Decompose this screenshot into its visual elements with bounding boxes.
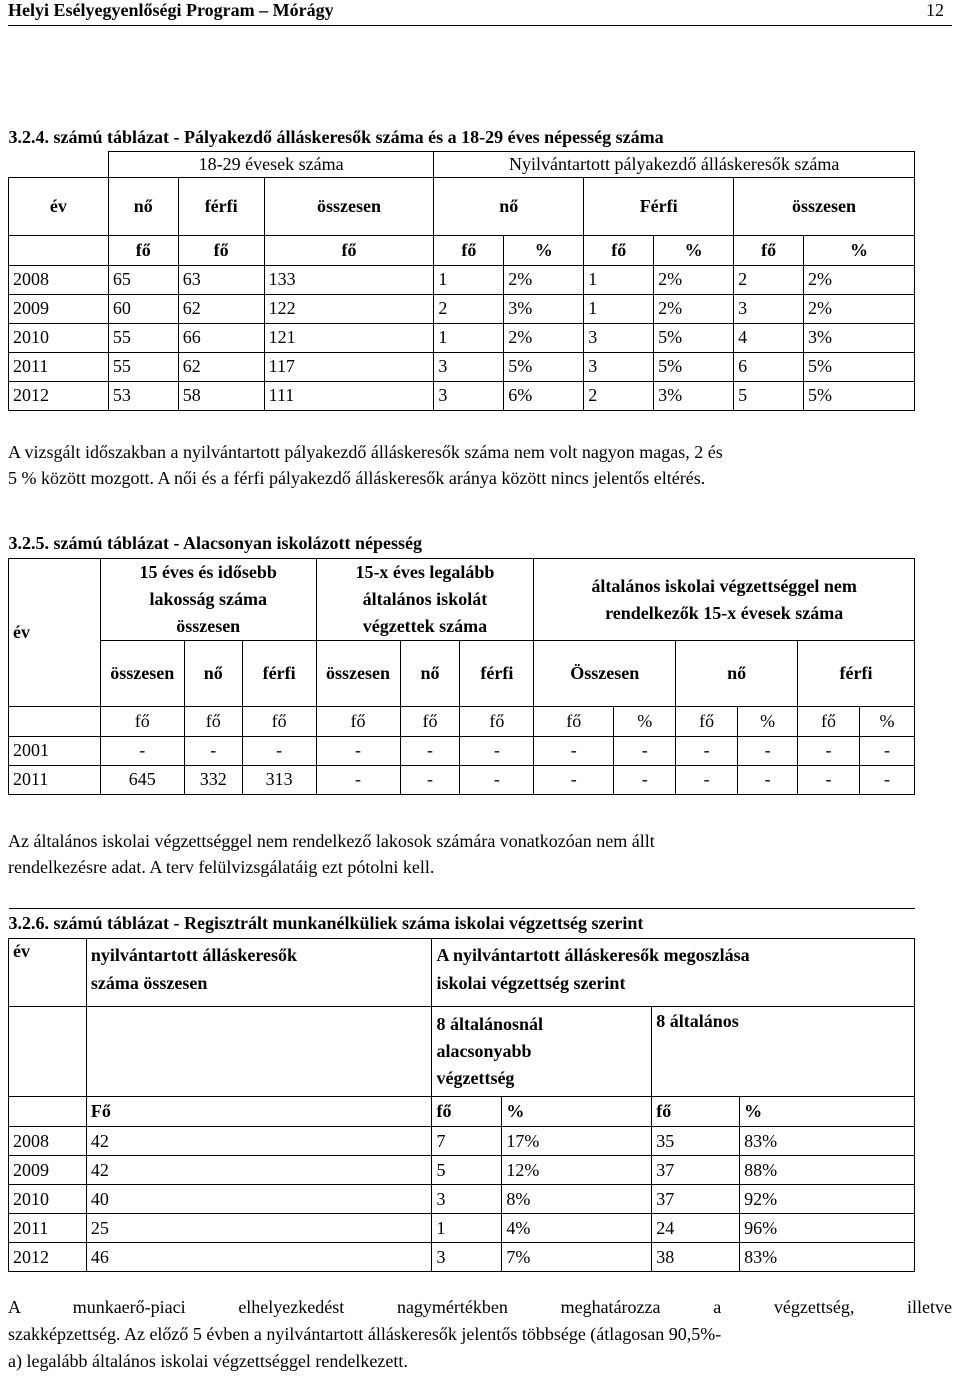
value-cell: 37	[652, 1156, 740, 1185]
value-cell: 1	[584, 265, 654, 294]
value-cell: -	[534, 736, 614, 765]
value-cell: -	[859, 736, 914, 765]
value-cell: 645	[100, 765, 184, 794]
value-cell: 5%	[504, 352, 584, 381]
value-cell: 1	[432, 1214, 502, 1243]
value-cell: -	[400, 736, 460, 765]
value-cell: 3	[434, 381, 504, 410]
value-cell: 35	[652, 1127, 740, 1156]
column-header: összesen	[264, 177, 434, 235]
value-cell: 66	[178, 323, 264, 352]
year-cell: 2008	[9, 1127, 87, 1156]
table-row	[9, 1214, 915, 1243]
value-cell: 37	[652, 1185, 740, 1214]
value-cell: 133	[264, 265, 434, 294]
table-caption: 3.2.5. számú táblázat - Alacsonyan iskolázott népesség	[8, 533, 422, 554]
value-cell: 4%	[502, 1214, 652, 1243]
value-cell: -	[738, 736, 798, 765]
value-cell: 5%	[654, 323, 734, 352]
table-325-body	[9, 736, 915, 794]
column-header: nő	[434, 177, 584, 235]
unit-cell: fő	[108, 235, 178, 265]
value-cell: 58	[178, 381, 264, 410]
paragraph-324: A vizsgált időszakban a nyilvántartott pályakezdő álláskeresők száma nem volt nagyon magas, 2 és 5 % között mozgott. A női és a férfi pályakezdő álláskeresők aránya között nincs jelentős eltérés.	[8, 442, 723, 488]
column-header: Összesen	[534, 640, 676, 706]
value-cell: 25	[86, 1214, 432, 1243]
group-header: 18-29 évesek száma	[108, 151, 434, 177]
unit-cell: fő	[734, 235, 804, 265]
column-header: férfi	[798, 640, 915, 706]
year-cell: 2012	[9, 381, 109, 410]
year-cell: 2011	[9, 352, 109, 381]
value-cell: 83%	[740, 1127, 915, 1156]
value-cell: 121	[264, 323, 434, 352]
value-cell: 2	[734, 265, 804, 294]
value-cell: 2%	[504, 323, 584, 352]
column-header: nő	[676, 640, 798, 706]
value-cell: -	[676, 765, 738, 794]
unit-cell: fő	[798, 706, 860, 736]
unit-cell: %	[614, 706, 676, 736]
value-cell: 17%	[502, 1127, 652, 1156]
column-header: összesen	[734, 177, 915, 235]
table-caption: 3.2.6. számú táblázat - Regisztrált munkanélküliek száma iskolai végzettség szerint	[9, 909, 915, 939]
table-row	[9, 323, 915, 352]
table-325	[8, 530, 915, 795]
value-cell: 8%	[502, 1185, 652, 1214]
column-header: férfi	[242, 640, 316, 706]
table-324-body	[9, 265, 915, 410]
table-row	[9, 736, 915, 765]
value-cell: 62	[178, 294, 264, 323]
table-326-body	[9, 1127, 915, 1272]
unit-cell: fő	[400, 706, 460, 736]
column-header: év	[9, 177, 109, 235]
unit-cell: %	[504, 235, 584, 265]
unit-cell: %	[654, 235, 734, 265]
value-cell: -	[100, 736, 184, 765]
unit-cell: fő	[584, 235, 654, 265]
table-row	[9, 352, 915, 381]
value-cell: 55	[108, 323, 178, 352]
unit-cell: fő	[432, 1097, 502, 1127]
value-cell: 12%	[502, 1156, 652, 1185]
value-cell: 46	[86, 1243, 432, 1272]
table-row	[9, 294, 915, 323]
value-cell: 5%	[804, 381, 915, 410]
value-cell: 4	[734, 323, 804, 352]
unit-cell: fő	[178, 235, 264, 265]
value-cell: -	[316, 765, 400, 794]
value-cell: -	[859, 765, 914, 794]
column-header: A nyilvántartott álláskeresők megoszlása iskolai végzettség szerint	[432, 939, 915, 1007]
unit-cell: Fő	[86, 1097, 432, 1127]
value-cell: 111	[264, 381, 434, 410]
year-cell: 2011	[9, 1214, 87, 1243]
column-header: év	[9, 939, 87, 1007]
value-cell: 117	[264, 352, 434, 381]
value-cell: 40	[86, 1185, 432, 1214]
group-header: Nyilvántartott pályakezdő álláskeresők száma	[434, 151, 915, 177]
value-cell: 63	[178, 265, 264, 294]
value-cell: -	[400, 765, 460, 794]
unit-cell: %	[859, 706, 914, 736]
column-header: 8 általánosnál alacsonyabb végzettség	[432, 1007, 652, 1097]
value-cell: 7%	[502, 1243, 652, 1272]
value-cell: 2%	[504, 265, 584, 294]
year-cell: 2008	[9, 265, 109, 294]
page-number: 12	[926, 0, 944, 20]
unit-cell: fő	[242, 706, 316, 736]
value-cell: 5%	[804, 352, 915, 381]
value-cell: 42	[86, 1156, 432, 1185]
unit-cell: fő	[434, 235, 504, 265]
value-cell: 122	[264, 294, 434, 323]
table-row	[9, 1243, 915, 1272]
value-cell: -	[798, 765, 860, 794]
value-cell: 2	[584, 381, 654, 410]
document-title: Helyi Esélyegyenlőségi Program – Mórágy	[8, 0, 334, 20]
value-cell: -	[534, 765, 614, 794]
value-cell: 3	[432, 1185, 502, 1214]
column-header: összesen	[316, 640, 400, 706]
column-header: nő	[400, 640, 460, 706]
table-row	[9, 1156, 915, 1185]
year-cell: 2001	[9, 736, 101, 765]
column-header: összesen	[100, 640, 184, 706]
year-cell: 2010	[9, 323, 109, 352]
value-cell: 3%	[504, 294, 584, 323]
year-cell: 2009	[9, 1156, 87, 1185]
value-cell: 5%	[654, 352, 734, 381]
value-cell: 3	[584, 323, 654, 352]
value-cell: 1	[434, 265, 504, 294]
column-header: nő	[184, 640, 242, 706]
unit-cell: fő	[652, 1097, 740, 1127]
value-cell: -	[184, 736, 242, 765]
value-cell: 92%	[740, 1185, 915, 1214]
year-cell: 2011	[9, 765, 101, 794]
value-cell: 3	[584, 352, 654, 381]
value-cell: -	[614, 736, 676, 765]
value-cell: 42	[86, 1127, 432, 1156]
value-cell: 3%	[804, 323, 915, 352]
table-326	[8, 908, 915, 1272]
value-cell: 1	[584, 294, 654, 323]
value-cell: -	[614, 765, 676, 794]
value-cell: 2	[434, 294, 504, 323]
table-row	[9, 1127, 915, 1156]
paragraph-325: Az általános iskolai végzettséggel nem rendelkező lakosok számára vonatkozóan nem állt rendelkezésre adat. A terv felülvizsgálatáig ezt pótolni kell.	[8, 831, 655, 877]
unit-cell: %	[738, 706, 798, 736]
unit-cell: fő	[100, 706, 184, 736]
value-cell: 3	[432, 1243, 502, 1272]
unit-cell: fő	[184, 706, 242, 736]
year-cell: 2010	[9, 1185, 87, 1214]
value-cell: 83%	[740, 1243, 915, 1272]
column-header: férfi	[460, 640, 534, 706]
unit-cell: fő	[316, 706, 400, 736]
unit-cell: fő	[534, 706, 614, 736]
column-header: nő	[108, 177, 178, 235]
table-324	[8, 125, 915, 411]
table-row	[9, 265, 915, 294]
table-caption: 3.2.4. számú táblázat - Pályakezdő álláskeresők száma és a 18-29 éves népesség száma	[8, 127, 664, 148]
value-cell: 88%	[740, 1156, 915, 1185]
value-cell: 38	[652, 1243, 740, 1272]
value-cell: 24	[652, 1214, 740, 1243]
group-header: általános iskolai végzettséggel nem rendelkezők 15-x évesek száma	[534, 558, 915, 640]
value-cell: 2%	[654, 265, 734, 294]
value-cell: 3	[434, 352, 504, 381]
value-cell: 55	[108, 352, 178, 381]
unit-cell: fő	[460, 706, 534, 736]
year-cell: 2009	[9, 294, 109, 323]
value-cell: 5	[432, 1156, 502, 1185]
paragraph-326: A munkaerő-piaci elhelyezkedést nagymértékben meghatározza a végzettség, illetve szakképzettség. Az előző 5 évben a nyilvántartott álláskeresők jelentős többsége (átlagosan 90,5%- a) legalább általános iskolai végzettséggel rendelkezett.	[8, 1297, 952, 1371]
column-header: Férfi	[584, 177, 734, 235]
unit-cell: fő	[264, 235, 434, 265]
value-cell: 96%	[740, 1214, 915, 1243]
group-header: 15 éves és idősebb lakosság száma összesen	[100, 558, 316, 640]
table-row	[9, 765, 915, 794]
unit-cell: %	[804, 235, 915, 265]
value-cell: 65	[108, 265, 178, 294]
value-cell: 6%	[504, 381, 584, 410]
column-header: 8 általános	[652, 1007, 915, 1097]
value-cell: -	[460, 736, 534, 765]
table-row	[9, 381, 915, 410]
year-cell: 2012	[9, 1243, 87, 1272]
unit-cell: %	[740, 1097, 915, 1127]
value-cell: 62	[178, 352, 264, 381]
value-cell: 60	[108, 294, 178, 323]
column-header: nyilvántartott álláskeresők száma összesen	[86, 939, 432, 1007]
value-cell: 53	[108, 381, 178, 410]
value-cell: -	[738, 765, 798, 794]
value-cell: -	[798, 736, 860, 765]
value-cell: -	[676, 736, 738, 765]
value-cell: 2%	[654, 294, 734, 323]
value-cell: 3%	[654, 381, 734, 410]
value-cell: 1	[434, 323, 504, 352]
column-header: év	[9, 558, 101, 706]
value-cell: 3	[734, 294, 804, 323]
page-header	[8, 0, 952, 26]
table-row	[9, 1185, 915, 1214]
value-cell: -	[316, 736, 400, 765]
value-cell: 313	[242, 765, 316, 794]
value-cell: -	[242, 736, 316, 765]
unit-cell: %	[502, 1097, 652, 1127]
value-cell: 2%	[804, 265, 915, 294]
column-header: férfi	[178, 177, 264, 235]
value-cell: 332	[184, 765, 242, 794]
value-cell: 2%	[804, 294, 915, 323]
value-cell: -	[460, 765, 534, 794]
group-header: 15-x éves legalább általános iskolát végzettek száma	[316, 558, 534, 640]
unit-cell: fő	[676, 706, 738, 736]
value-cell: 5	[734, 381, 804, 410]
value-cell: 7	[432, 1127, 502, 1156]
value-cell: 6	[734, 352, 804, 381]
